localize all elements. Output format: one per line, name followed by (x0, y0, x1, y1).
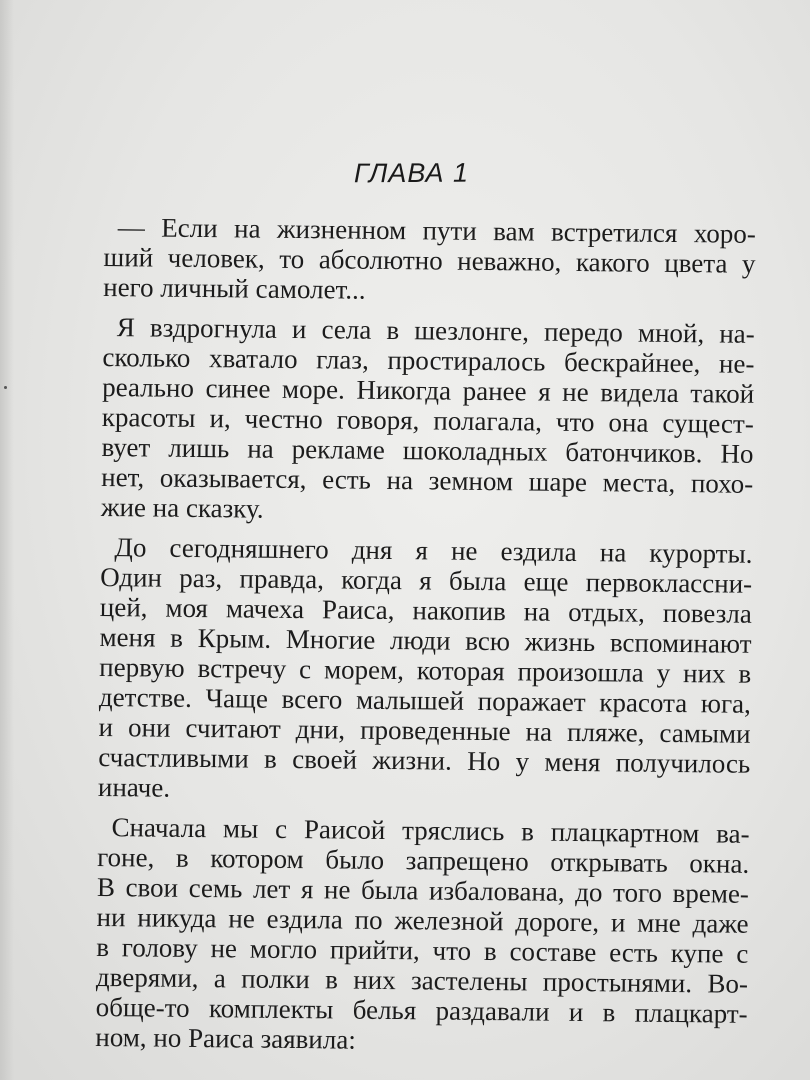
text-line: До сегодняшнего дня я не ездила на курорты. (114, 532, 753, 569)
paragraph (101, 312, 755, 529)
text-line: и они считают дни, проведенные на пляже, самыми (98, 711, 751, 749)
text-line: ни никуда не ездила по железной дороге, и мне даже (96, 901, 749, 939)
text-line: ном, но Раиса заявила: (95, 1021, 356, 1055)
text-line: счастливыми в своей жизни. Но у меня получилось (98, 741, 751, 779)
text-line: сколько хватало глаз, простиралось бескрайнее, не- (102, 341, 755, 379)
paragraph (98, 532, 753, 809)
text-line: Я вздрогнула и села в шезлонге, передо мной, на- (116, 312, 755, 349)
text-line: В свои семь лет я не была избалована, до того време- (96, 871, 750, 909)
text-line: иначе. (97, 771, 171, 803)
text-line: жие на сказку. (100, 491, 264, 524)
text-line: Один раз, правда, когда я была еще первоклассни- (100, 561, 753, 599)
text-line: в голову не могло прийти, что в составе есть купе с (96, 931, 749, 969)
text-line: цей, моя мачеха Раиса, накопив на отдых, повезла (99, 591, 752, 629)
text-line: обще-то комплекты белья раздавали и в плацкарт- (95, 991, 748, 1029)
text-line: ший человек, то абсолютно неважно, какого цвета у (103, 241, 756, 279)
text-line: него личный самолет... (103, 271, 366, 305)
text-line: нет, оказывается, есть на земном шаре места, похо- (101, 461, 754, 499)
chapter-title: ГЛАВА 1 (353, 157, 470, 189)
paragraph (95, 812, 749, 1059)
text-line: меня в Крым. Многие люди всю жизнь вспоминают (99, 621, 752, 659)
text-line: красоты и, честно говоря, полагала, что она сущест- (101, 401, 754, 439)
ink-speck (4, 386, 7, 389)
text-line: Сначала мы с Раисой тряслись в плацкартном ва- (111, 812, 750, 849)
paragraph (103, 212, 756, 309)
text-line: реально синее море. Никогда ранее я не видела такой (102, 371, 755, 409)
chapter-body (95, 212, 756, 1069)
text-line: гоне, в котором было запрещено открывать окна. (97, 841, 750, 879)
page-gutter-shadow (0, 0, 14, 1080)
text-line: дверями, а полки в них застелены простынями. Во- (95, 961, 749, 999)
text-line: первую встречу с морем, которая произошла у них в (99, 651, 752, 689)
text-line: детстве. Чаще всего малышей поражает красота юга, (98, 681, 752, 719)
text-line: — Если на жизненном пути вам встретился хоро- (117, 212, 756, 249)
text-line: вует лишь на рекламе шоколадных батончиков. Но (101, 431, 754, 469)
